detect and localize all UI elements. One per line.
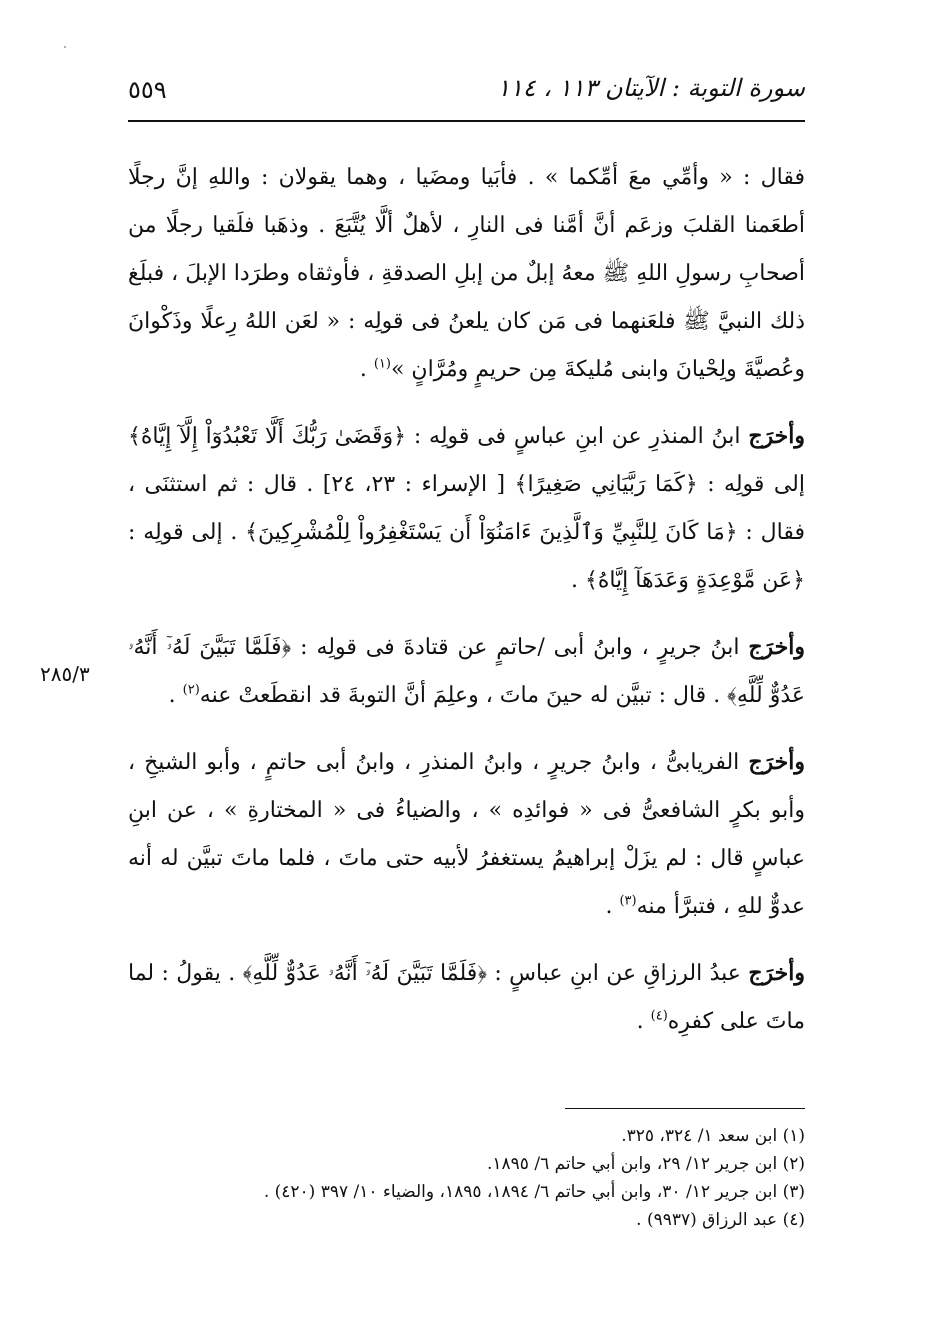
footnote: (٤) عبد الرزاق (٩٩٣٧) .: [636, 1210, 805, 1230]
footnote-ref: (٤): [650, 1008, 668, 1024]
paragraph-text: فقال : « وأمِّي معَ أمِّكما » . فأبَيا ومضَيا ، وهما يقولان : واللهِ إنَّ رجلًا أطعَمنا القلبَ وزعَم أنَّ أمَّنا فى النارِ ، لأهلٌ ألَّا يُتَّبَعَ . وذهَبا فلَقيا رجلًا من أصحابِ رسولِ اللهِ ﷺ معهُ إبلٌ من إبلِ الصدقةِ ، فأوثقاه وطرَدا الإبلَ ، فبلَغ ذلك النبيَّ ﷺ فلعَنهما فى مَن كان يلعنُ فى قولِه : « لعَن اللهُ رِعلًا وذَكْوانَ وعُصيَّةَ ولِحْيانَ وابنى مُليكةَ مِن حريمٍ ومُرَّانٍ »: [128, 165, 805, 382]
paragraph-tail: .: [636, 1009, 651, 1034]
paragraph-lead: وأخرَج: [748, 749, 805, 775]
footnote-ref: (٢): [182, 682, 200, 698]
footnote-rule: [565, 1108, 805, 1109]
paragraph-text: ابنُ جريرٍ ، وابنُ أبى /حاتمٍ عن قتادةَ فى قولِه : ﴿فَلَمَّا تَبَيَّنَ لَهُۥٓ أَنَّهُۥ عَدُوٌّ لِّلَّهِ﴾ . قال : تبيَّن له حينَ ماتَ ، وعلِمَ أنَّ التوبةَ قد انقطَعتْ عنه: [128, 635, 805, 708]
header-rule: [128, 120, 805, 122]
page-number: ٥٥٩: [128, 76, 167, 104]
page-header: [128, 74, 805, 114]
paragraph: [128, 738, 805, 931]
paragraph-tail: .: [168, 683, 183, 708]
paragraph-lead: وأخرَج: [748, 960, 805, 986]
footnote-ref: (٣): [619, 893, 637, 909]
footnote: (٣) ابن جرير ١٢/ ٣٠، وابن أبي حاتم ٦/ ١٨٩٤، ١٨٩٥، والضياء ١٠/ ٣٩٧ (٤٢٠) .: [263, 1182, 805, 1202]
paragraph-text: الفريابىُّ ، وابنُ جريرٍ ، وابنُ المنذرِ ، وابنُ أبى حاتمٍ ، وأبو الشيخِ ، وأبو بكرٍ الشافعىُّ فى « فوائدِه » ، والضياءُ فى « المختارةِ » ، عن ابنِ عباسٍ قال : لم يزَلْ إبراهيمُ يستغفرُ لأبيه حتى ماتَ ، فلما ماتَ تبيَّن له أنه عدوٌّ للهِ ، فتبرَّأ منه: [128, 750, 805, 919]
paragraph-tail: .: [359, 357, 374, 382]
paragraph-text: عبدُ الرزاقِ عن ابنِ عباسٍ : ﴿فَلَمَّا تَبَيَّنَ لَهُۥٓ أَنَّهُۥ عَدُوٌّ لِّلَّهِ﴾ . يقولُ : لما ماتَ على كفرِه: [128, 961, 805, 1034]
paragraph: [128, 623, 805, 720]
margin-volume-page-note: ٢٨٥/٣: [40, 662, 90, 686]
footnote-ref: (١): [373, 356, 391, 372]
paragraph-tail: .: [605, 894, 620, 919]
main-text: [128, 154, 805, 1064]
paragraph: [128, 412, 805, 605]
footnotes: [128, 1122, 805, 1234]
footnote: (١) ابن سعد ١/ ٣٢٤، ٣٢٥.: [621, 1126, 805, 1146]
running-title: سورة التوبة : الآيتان ١١٣ ، ١١٤: [496, 74, 805, 102]
paragraph: [128, 949, 805, 1046]
footnote: (٢) ابن جرير ١٢/ ٢٩، وابن أبي حاتم ٦/ ١٨٩٥.: [487, 1154, 805, 1174]
paragraph-text: ابنُ المنذرِ عن ابنِ عباسٍ فى قولِه : ﴿وَقَضَىٰ رَبُّكَ أَلَّا تَعْبُدُوٓاْ إِلَّآ إِيَّاهُ﴾ إلى قولِه : ﴿كَمَا رَبَّيَانِي صَغِيرًا﴾ [ الإسراء : ٢٣، ٢٤] . قال : ثم استثنَى ، فقال : ﴿مَا كَانَ لِلنَّبِيِّ وَٱلَّذِينَ ءَامَنُوٓاْ أَن يَسْتَغْفِرُواْ لِلْمُشْرِكِينَ﴾ . إلى قولِه : ﴿عَن مَّوْعِدَةٍ وَعَدَهَآ إِيَّاهُ﴾ .: [128, 424, 805, 593]
paragraph: [128, 154, 805, 394]
paragraph-lead: وأخرَج: [748, 423, 805, 449]
paragraph-lead: وأخرَج: [748, 634, 805, 660]
scan-speck: [64, 46, 66, 48]
